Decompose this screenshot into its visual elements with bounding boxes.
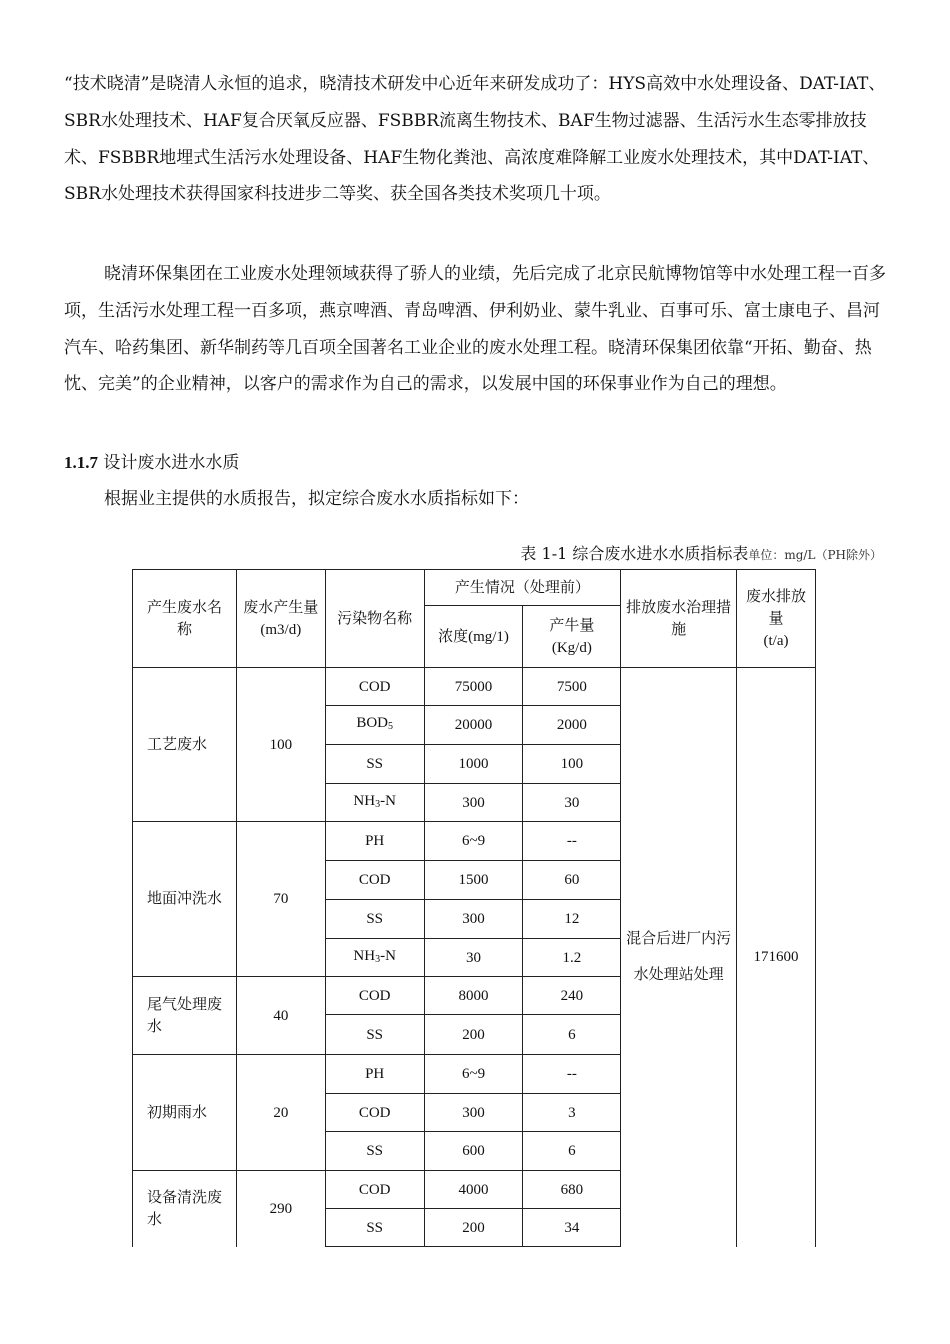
source-name-line1: 地面冲洗水 bbox=[147, 891, 223, 907]
header-amount-line1: 产牛量 bbox=[549, 617, 595, 634]
volume-cell: 20 bbox=[236, 1055, 325, 1171]
concentration-cell: 6~9 bbox=[424, 1055, 523, 1094]
pollutant-cell: PH bbox=[325, 1055, 424, 1094]
water-quality-table bbox=[132, 569, 816, 1247]
concentration-cell: 300 bbox=[424, 784, 523, 822]
treatment-cell: 混合后进厂内污水处理站处理 bbox=[621, 668, 737, 1247]
source-name-cell bbox=[133, 668, 237, 822]
pollutant-cell: SS bbox=[325, 900, 424, 939]
header-amount-line2: (Kg/d) bbox=[551, 639, 592, 656]
source-name-line2: 水 bbox=[147, 1211, 163, 1228]
header-source bbox=[133, 570, 237, 668]
source-name-line1: 尾气处理废 bbox=[147, 996, 223, 1013]
pollutant-cell: PH bbox=[325, 822, 424, 861]
pollutant-cell: SS bbox=[325, 1132, 424, 1171]
amount-cell: 240 bbox=[523, 977, 621, 1015]
concentration-cell: 75000 bbox=[424, 668, 523, 706]
concentration-cell: 1000 bbox=[424, 745, 523, 784]
volume-cell: 70 bbox=[236, 822, 325, 977]
table-row bbox=[133, 668, 816, 706]
source-name-cell bbox=[133, 1171, 237, 1247]
table-body bbox=[133, 668, 816, 1247]
pollutant-cell: SS bbox=[325, 1015, 424, 1055]
amount-cell: 1.2 bbox=[523, 939, 621, 977]
header-pollutant: 污染物名称 bbox=[325, 570, 424, 668]
amount-cell: 7500 bbox=[523, 668, 621, 706]
source-name-line1: 初期雨水 bbox=[147, 1104, 208, 1121]
header-volume: 废水产生量(m3/d) bbox=[236, 570, 325, 668]
concentration-cell: 300 bbox=[424, 900, 523, 939]
section-number: 1.1.7 bbox=[64, 453, 98, 472]
amount-cell: -- bbox=[523, 822, 621, 861]
header-generation: 产生情况（处理前） bbox=[424, 570, 621, 606]
amount-cell: 12 bbox=[523, 900, 621, 939]
pollutant-cell: SS bbox=[325, 745, 424, 784]
pollutant-cell: $NH_3-N$ bbox=[325, 784, 424, 822]
source-name-line1: 工艺废水 bbox=[147, 736, 208, 753]
volume-cell: 100 bbox=[236, 668, 325, 822]
concentration-cell: 20000 bbox=[424, 706, 523, 745]
volume-cell: 40 bbox=[236, 977, 325, 1055]
header-treatment: 排放废水治理措施 bbox=[621, 570, 737, 668]
source-name-cell bbox=[133, 977, 237, 1055]
concentration-cell: 1500 bbox=[424, 861, 523, 900]
source-name-line1: 设备清洗废 bbox=[147, 1189, 223, 1206]
concentration-cell: 8000 bbox=[424, 977, 523, 1015]
pollutant-cell: $NH_3-N$ bbox=[325, 939, 424, 977]
amount-cell: 6 bbox=[523, 1132, 621, 1171]
table-unit-note: 单位：mg/L（PH除外） bbox=[748, 548, 882, 562]
source-name-cell bbox=[133, 1055, 237, 1171]
section-heading bbox=[64, 448, 239, 478]
pollutant-cell: COD bbox=[325, 861, 424, 900]
source-name-line2: 水 bbox=[147, 1018, 163, 1035]
header-amount bbox=[523, 606, 621, 668]
pollutant-cell: COD bbox=[325, 977, 424, 1015]
amount-cell: 30 bbox=[523, 784, 621, 822]
pollutant-cell: $BOD_5$ bbox=[325, 706, 424, 745]
amount-cell: 6 bbox=[523, 1015, 621, 1055]
concentration-cell: 600 bbox=[424, 1132, 523, 1171]
table-intro-paragraph: 根据业主提供的水质报告，拟定综合废水水质指标如下： bbox=[104, 489, 529, 509]
concentration-cell: 200 bbox=[424, 1015, 523, 1055]
pollutant-cell: COD bbox=[325, 1171, 424, 1209]
concentration-cell: 30 bbox=[424, 939, 523, 977]
concentration-cell: 4000 bbox=[424, 1171, 523, 1209]
volume-cell: 290 bbox=[236, 1171, 325, 1247]
header-discharge-line1: 废水排放量 bbox=[746, 588, 807, 627]
amount-cell: 34 bbox=[523, 1209, 621, 1247]
pollutant-cell: COD bbox=[325, 668, 424, 706]
header-source-line2: 称 bbox=[177, 621, 193, 638]
header-discharge bbox=[737, 570, 816, 668]
amount-cell: -- bbox=[523, 1055, 621, 1094]
source-name-cell bbox=[133, 822, 237, 977]
discharge-cell: 171600 bbox=[737, 668, 816, 1247]
amount-cell: 3 bbox=[523, 1094, 621, 1132]
concentration-cell: 200 bbox=[424, 1209, 523, 1247]
amount-cell: 680 bbox=[523, 1171, 621, 1209]
intro-paragraph: “技术晓清”是晓清人永恒的追求，晓清技术研发中心近年来研发成功了：HYS高效中水处理设备、DAT-IAT、SBR水处理技术、HAF复合厌氧反应器、FSBBR流离生物技术、BAF生物过滤器、生活污水生态零排放技术、FSBBR地埋式生活污水处理设备、HAF生物化粪池、高浓度难降解工业废水处理技术，其中DAT-IAT、SBR水处理技术获得国家科技进步二等奖、获全国各类技术奖项几十项。 bbox=[64, 74, 886, 205]
header-discharge-line2: (t/a) bbox=[763, 632, 789, 649]
table-caption bbox=[520, 543, 882, 566]
pollutant-cell: COD bbox=[325, 1094, 424, 1132]
concentration-cell: 6~9 bbox=[424, 822, 523, 861]
section-title: 设计废水进水水质 bbox=[103, 453, 240, 473]
amount-cell: 100 bbox=[523, 745, 621, 784]
pollutant-cell: SS bbox=[325, 1209, 424, 1247]
achievements-paragraph: 晓清环保集团在工业废水处理领域获得了骄人的业绩，先后完成了北京民航博物馆等中水处理工程一百多项，生活污水处理工程一百多项，燕京啤酒、青岛啤酒、伊利奶业、蒙牛乳业、百事可乐、富士康电子、昌河汽车、哈药集团、新华制药等几百项全国著名工业企业的废水处理工程。晓清环保集团依靠“开拓、勤奋、热忱、完美”的企业精神，以客户的需求作为自己的需求，以发展中国的环保事业作为自己的理想。 bbox=[64, 264, 886, 395]
amount-cell: 60 bbox=[523, 861, 621, 900]
concentration-cell: 300 bbox=[424, 1094, 523, 1132]
header-concentration: 浓度(mg/1) bbox=[424, 606, 523, 668]
header-source-line1: 产生废水名 bbox=[147, 599, 223, 616]
amount-cell: 2000 bbox=[523, 706, 621, 745]
table-title: 表 1-1 综合废水进水水质指标表 bbox=[520, 544, 749, 563]
